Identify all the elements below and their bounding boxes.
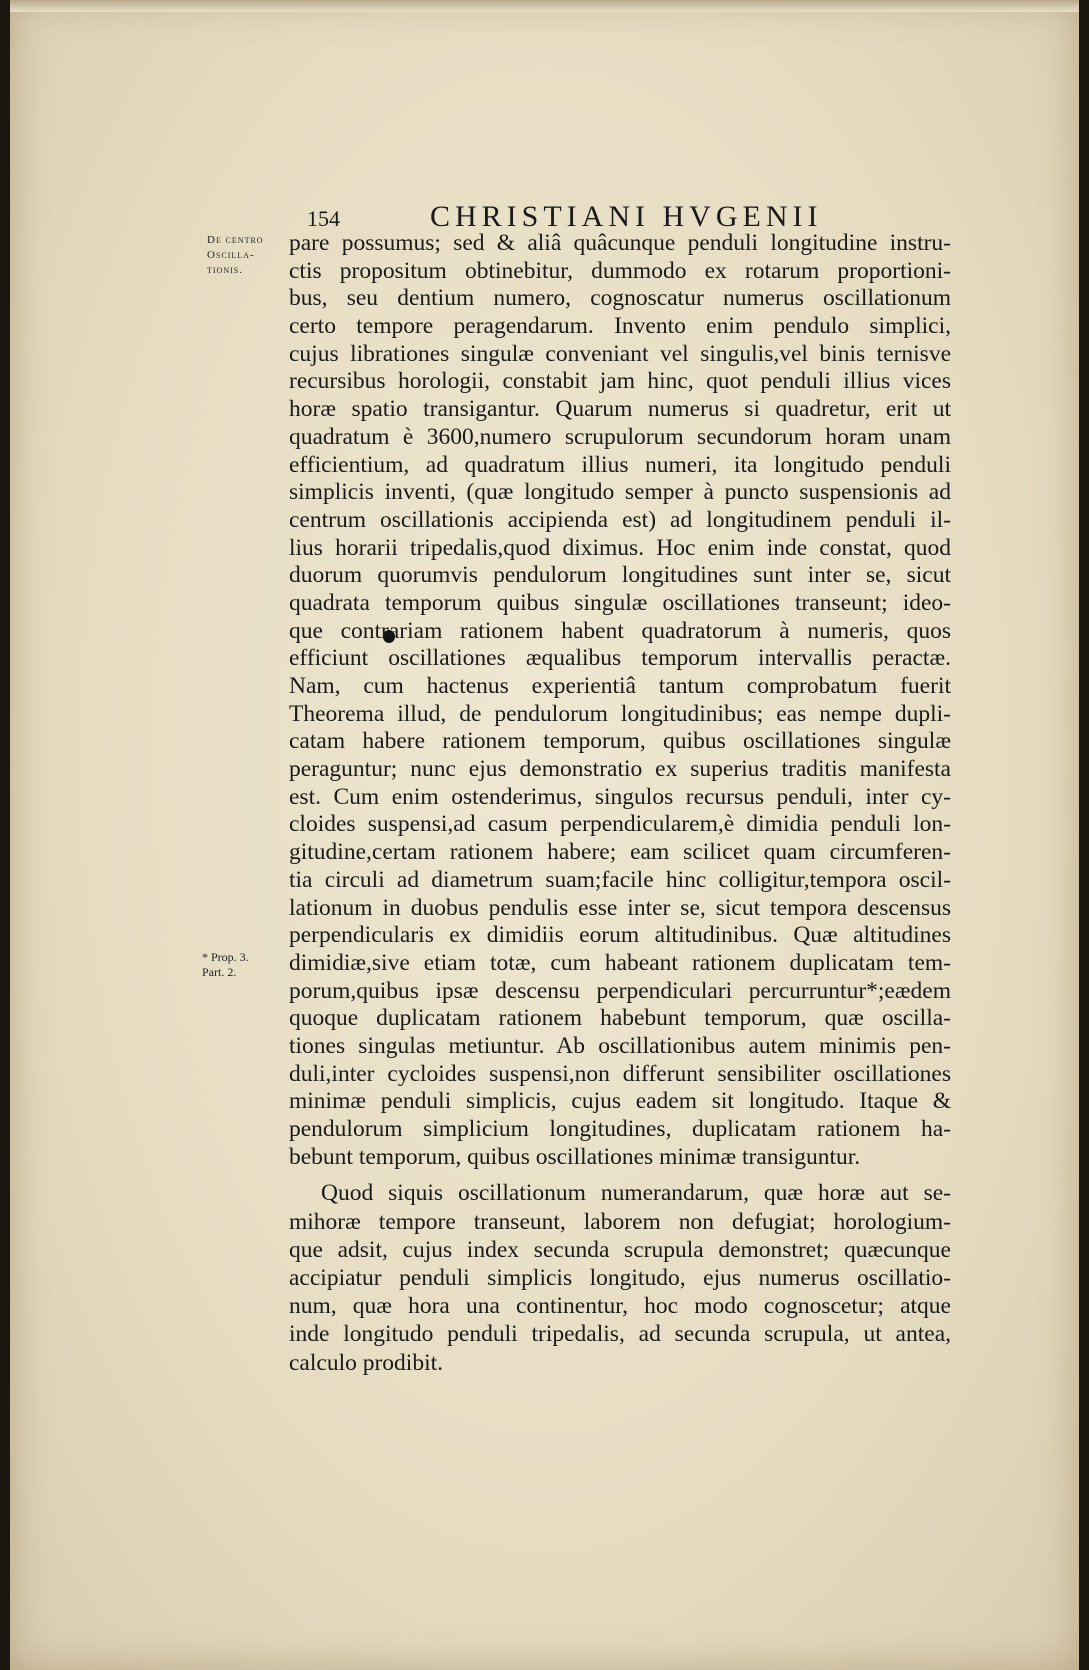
text-line: est. Cum enim ostenderimus, singulos recursus penduli, inter cy- — [289, 783, 951, 810]
text-line: centrum oscillationis accipienda est) ad longitudinem penduli il- — [289, 506, 951, 533]
text-line: pare possumus; sed & aliâ quâcunque penduli longitudine instru- — [289, 230, 951, 256]
text-line: catam habere rationem temporum, quibus oscillationes singulæ — [289, 728, 951, 755]
text-line: lationum in duobus pendulis esse inter se, sicut tempora descensus — [289, 894, 951, 921]
text-line: calculo prodibit. — [289, 1349, 444, 1376]
text-line: tiones singulas metiuntur. Ab oscillationibus autem minimis pen- — [289, 1032, 951, 1059]
text-line: minimæ penduli simplicis, cujus eadem sit longitudo. Itaque & — [289, 1088, 951, 1115]
text-line: efficientium, ad quadratum illius numeri, ita longitudo penduli — [289, 451, 951, 478]
text-line: mihoræ tempore transeunt, laborem non defugiat; horologium- — [289, 1208, 951, 1235]
text-line: ctis propositum obtinebitur, dummodo ex rotarum proportioni- — [289, 257, 951, 284]
text-line: pendulorum simplicium longitudines, duplicatam rationem ha- — [289, 1116, 951, 1142]
text-line: quadratum è 3600,numero scrupulorum secundorum horam unam — [289, 423, 951, 450]
text-line: quoque duplicatam rationem habebunt temporum, quæ oscilla- — [289, 1005, 951, 1032]
text-line: dimidiæ,sive etiam totæ, cum habeant rationem duplicatam tem- — [289, 949, 951, 976]
text-line: cujus librationes singulæ conveniant vel singulis,vel binis ternisve — [289, 340, 951, 367]
text-line: certo tempore peragendarum. Invento enim pendulo simplici, — [289, 313, 951, 340]
text-line: duorum quorumvis pendulorum longitudines sunt inter se, sicut — [289, 562, 951, 589]
paragraph-1 — [289, 230, 951, 1171]
text-line: horæ spatio transigantur. Quarum numerus si quadretur, erit ut — [289, 396, 951, 423]
page-top-edge — [10, 0, 1079, 12]
text-line: porum,quibus ipsæ descensu perpendiculari percurruntur*;eædem — [289, 977, 951, 1004]
marginal-heading-line: tionis. — [207, 264, 243, 276]
text-line: quadrata temporum quibus singulæ oscillationes transeunt; ideo- — [289, 589, 951, 616]
text-line: num, quæ hora una continentur, hoc modo cognoscetur; atque — [289, 1293, 951, 1320]
text-line: que adsit, cujus index secunda scrupula demonstret; quæcunque — [289, 1236, 951, 1263]
text-line: Theorema illud, de pendulorum longitudinibus; eas nempe dupli- — [289, 700, 951, 727]
text-line: recursibus horologii, constabit jam hinc, quot penduli illius vices — [289, 368, 951, 395]
text-line: inde longitudo penduli tripedalis, ad secunda scrupula, ut antea, — [289, 1321, 951, 1348]
marginal-note — [202, 950, 272, 980]
text-line: Quod siquis oscillationum numerandarum, quæ horæ aut se- — [321, 1180, 951, 1207]
text-line: cloides suspensi,ad casum perpendicularem,è dimidia penduli lon- — [289, 811, 951, 838]
text-line: bebunt temporum, quibus oscillationes minimæ transiguntur. — [289, 1143, 861, 1170]
text-line: que contrariam rationem habent quadratorum à numeris, quos — [289, 617, 951, 644]
running-title: CHRISTIANI HVGENII — [430, 200, 823, 233]
text-line: bus, seu dentium numero, cognoscatur numerus oscillationum — [289, 285, 951, 312]
text-line: duli,inter cycloides suspensi,non differunt sensibiliter oscillationes — [289, 1060, 951, 1087]
text-line: lius horarii tripedalis,quod diximus. Hoc enim inde constat, quod — [289, 534, 951, 561]
paragraph-2 — [289, 1179, 951, 1376]
marginal-heading-line: De centro — [207, 234, 264, 246]
marginal-note-line: * Prop. 3. — [202, 950, 249, 964]
page-header — [295, 200, 955, 233]
text-line: perpendicularis ex dimidiis eorum altitudinibus. Quæ altitudines — [289, 922, 951, 949]
marginal-note-line: Part. 2. — [202, 965, 237, 979]
page-number: 154 — [307, 206, 340, 231]
body-text — [289, 230, 951, 1377]
marginal-heading — [207, 233, 297, 278]
marginal-heading-line: Oscilla- — [207, 249, 255, 261]
text-line: tia circuli ad diametrum suam;facile hinc colligitur,tempora oscil- — [289, 866, 951, 893]
text-line: Nam, cum hactenus experientiâ tantum comprobatum fuerit — [289, 673, 951, 699]
text-line: efficiunt oscillationes æqualibus temporum intervallis peractæ. — [289, 645, 951, 672]
text-line: simplicis inventi, (quæ longitudo semper à puncto suspensionis ad — [289, 479, 951, 506]
text-line: peraguntur; nunc ejus demonstratio ex superius traditis manifesta — [289, 756, 951, 783]
text-line: gitudine,certam rationem habere; eam scilicet quam circumferen- — [289, 839, 951, 866]
text-line: accipiatur penduli simplicis longitudo, ejus numerus oscillatio- — [289, 1264, 951, 1291]
